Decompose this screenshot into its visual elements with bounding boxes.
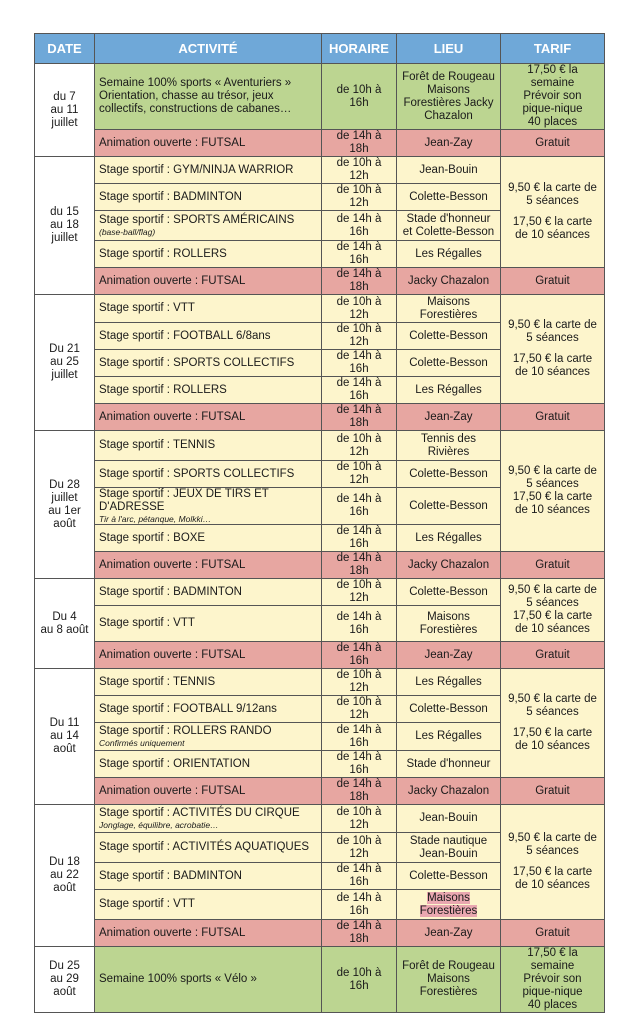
activity-cell: Stage sportif : GYM/NINJA WARRIOR	[95, 157, 322, 184]
week-date: Du 28 juillet au 1er août	[35, 431, 95, 579]
week-date: du 7 au 11 juillet	[35, 64, 95, 157]
horaire-cell: de 10h à 12h	[322, 669, 397, 696]
horaire-cell: de 10h à 16h	[322, 64, 397, 130]
lieu-cell: Colette-Besson	[397, 696, 501, 723]
lieu-cell: Jean-Zay	[397, 642, 501, 669]
activity-cell: Stage sportif : SPORTS COLLECTIFS	[95, 461, 322, 488]
activity-cell: Stage sportif : BADMINTON	[95, 579, 322, 606]
header-tarif: TARIF	[501, 34, 605, 64]
lieu-cell: Colette-Besson	[397, 350, 501, 377]
tarif-gratuit: Gratuit	[501, 920, 605, 947]
activity-cell: Stage sportif : ACTIVITÉS AQUATIQUES	[95, 833, 322, 863]
tarif-semaine: 17,50 € la semaine Prévoir son pique-nique 40 places	[501, 64, 605, 130]
activity-cell: Semaine 100% sports « Vélo »	[95, 947, 322, 1013]
activity-cell: Stage sportif : ROLLERS	[95, 241, 322, 268]
lieu-cell: Jean-Bouin	[397, 157, 501, 184]
horaire-cell: de 10h à 12h	[322, 157, 397, 184]
lieu-highlight: Maisons Forestières	[419, 891, 478, 917]
lieu-cell: Les Régalles	[397, 723, 501, 751]
activity-cell: Animation ouverte : FUTSAL	[95, 642, 322, 669]
table-row	[35, 64, 605, 130]
horaire-cell: de 14h à 16h	[322, 488, 397, 525]
header-lieu: LIEU	[397, 34, 501, 64]
lieu-cell: Les Régalles	[397, 669, 501, 696]
lieu-cell: Forêt de Rougeau Maisons Forestières Jacky Chazalon	[397, 64, 501, 130]
horaire-cell: de 14h à 18h	[322, 268, 397, 295]
header-row	[35, 34, 605, 64]
activity-cell: Stage sportif : FOOTBALL 9/12ans	[95, 696, 322, 723]
horaire-cell: de 14h à 16h	[322, 863, 397, 890]
activity-cell: Semaine 100% sports « Aventuriers » Orientation, chasse au trésor, jeux collectifs, constructions de cabanes…	[95, 64, 322, 130]
header-horaire: HORAIRE	[322, 34, 397, 64]
table-row	[35, 404, 605, 431]
lieu-cell: Stade nautique Jean-Bouin	[397, 833, 501, 863]
lieu-cell: Jean-Zay	[397, 130, 501, 157]
horaire-cell: de 10h à 12h	[322, 461, 397, 488]
horaire-cell: de 14h à 18h	[322, 552, 397, 579]
table-row	[35, 157, 605, 184]
schedule-table	[34, 33, 605, 1013]
table-row	[35, 947, 605, 1013]
activity-cell: Stage sportif : ROLLERS RANDO Confirmés uniquement	[95, 723, 322, 751]
lieu-cell: Colette-Besson	[397, 863, 501, 890]
tarif-semaine: 17,50 € la semaine Prévoir son pique-nique 40 places	[501, 947, 605, 1013]
lieu-cell: Colette-Besson	[397, 323, 501, 350]
activity-cell: Stage sportif : BADMINTON	[95, 184, 322, 211]
week-date: Du 25 au 29 août	[35, 947, 95, 1013]
table-row	[35, 579, 605, 606]
activity-cell: Animation ouverte : FUTSAL	[95, 778, 322, 805]
week-date: Du 21 au 25 juillet	[35, 295, 95, 431]
lieu-cell: Stade d'honneur et Colette-Besson	[397, 211, 501, 241]
table-row	[35, 295, 605, 323]
horaire-cell: de 14h à 16h	[322, 350, 397, 377]
activity-cell: Animation ouverte : FUTSAL	[95, 130, 322, 157]
horaire-cell: de 10h à 12h	[322, 184, 397, 211]
tarif-gratuit: Gratuit	[501, 404, 605, 431]
horaire-cell: de 10h à 12h	[322, 696, 397, 723]
horaire-cell: de 14h à 18h	[322, 778, 397, 805]
lieu-cell: Jacky Chazalon	[397, 268, 501, 295]
horaire-cell: de 14h à 16h	[322, 723, 397, 751]
lieu-cell: Jean-Bouin	[397, 805, 501, 833]
tarif-gratuit: Gratuit	[501, 130, 605, 157]
week-date: du 15 au 18 juillet	[35, 157, 95, 295]
activity-cell: Stage sportif : FOOTBALL 6/8ans	[95, 323, 322, 350]
horaire-cell: de 10h à 12h	[322, 805, 397, 833]
horaire-cell: de 14h à 16h	[322, 525, 397, 552]
horaire-cell: de 14h à 16h	[322, 751, 397, 778]
tarif-cartes: 9,50 € la carte de 5 séances 17,50 € la carte de 10 séances	[501, 579, 605, 642]
lieu-cell: Les Régalles	[397, 525, 501, 552]
horaire-cell: de 14h à 16h	[322, 890, 397, 920]
activity-cell: Stage sportif : ORIENTATION	[95, 751, 322, 778]
tarif-cartes: 9,50 € la carte de 5 séances 17,50 € la carte de 10 séances	[501, 805, 605, 920]
table-row	[35, 669, 605, 696]
horaire-cell: de 10h à 12h	[322, 579, 397, 606]
table-row	[35, 431, 605, 461]
horaire-cell: de 14h à 16h	[322, 377, 397, 404]
table-row	[35, 778, 605, 805]
lieu-cell: Forêt de Rougeau Maisons Forestières	[397, 947, 501, 1013]
activity-cell: Stage sportif : ACTIVITÉS DU CIRQUE Jonglage, équilibre, acrobatie…	[95, 805, 322, 833]
activity-cell: Stage sportif : VTT	[95, 606, 322, 642]
activity-cell: Animation ouverte : FUTSAL	[95, 920, 322, 947]
table-row	[35, 130, 605, 157]
horaire-cell: de 14h à 18h	[322, 920, 397, 947]
horaire-cell: de 14h à 18h	[322, 404, 397, 431]
activity-cell: Stage sportif : TENNIS	[95, 669, 322, 696]
tarif-gratuit: Gratuit	[501, 642, 605, 669]
activity-cell: Stage sportif : TENNIS	[95, 431, 322, 461]
tarif-cartes: 9,50 € la carte de 5 séances 17,50 € la carte de 10 séances	[501, 431, 605, 552]
week-date: Du 18 au 22 août	[35, 805, 95, 947]
horaire-cell: de 10h à 12h	[322, 323, 397, 350]
week-date: Du 4 au 8 août	[35, 579, 95, 669]
tarif-gratuit: Gratuit	[501, 778, 605, 805]
activity-cell: Stage sportif : BADMINTON	[95, 863, 322, 890]
horaire-cell: de 14h à 16h	[322, 606, 397, 642]
horaire-cell: de 14h à 18h	[322, 130, 397, 157]
horaire-cell: de 14h à 16h	[322, 211, 397, 241]
horaire-cell: de 14h à 16h	[322, 241, 397, 268]
tarif-gratuit: Gratuit	[501, 268, 605, 295]
lieu-cell: Colette-Besson	[397, 184, 501, 211]
activity-cell: Animation ouverte : FUTSAL	[95, 268, 322, 295]
lieu-cell: Maisons Forestières	[397, 606, 501, 642]
horaire-cell: de 14h à 16h	[322, 642, 397, 669]
activity-cell: Stage sportif : SPORTS COLLECTIFS	[95, 350, 322, 377]
activity-cell: Stage sportif : VTT	[95, 890, 322, 920]
lieu-cell: Jean-Zay	[397, 404, 501, 431]
lieu-cell: Les Régalles	[397, 241, 501, 268]
header-activite: ACTIVITÉ	[95, 34, 322, 64]
week-date: Du 11 au 14 août	[35, 669, 95, 805]
lieu-cell: Jean-Zay	[397, 920, 501, 947]
lieu-cell: Colette-Besson	[397, 579, 501, 606]
tarif-cartes: 9,50 € la carte de 5 séances 17,50 € la carte de 10 séances	[501, 669, 605, 778]
lieu-cell: Les Régalles	[397, 377, 501, 404]
table-row	[35, 805, 605, 833]
lieu-cell: Jacky Chazalon	[397, 552, 501, 579]
activity-cell: Stage sportif : BOXE	[95, 525, 322, 552]
lieu-cell: Colette-Besson	[397, 461, 501, 488]
table-row	[35, 268, 605, 295]
horaire-cell: de 10h à 12h	[322, 295, 397, 323]
activity-cell: Animation ouverte : FUTSAL	[95, 552, 322, 579]
tarif-cartes: 9,50 € la carte de 5 séances 17,50 € la carte de 10 séances	[501, 295, 605, 404]
lieu-cell: Jacky Chazalon	[397, 778, 501, 805]
activity-cell: Stage sportif : SPORTS AMÉRICAINS (base-ball/flag)	[95, 211, 322, 241]
activity-cell: Animation ouverte : FUTSAL	[95, 404, 322, 431]
activity-cell: Stage sportif : JEUX DE TIRS ET D'ADRESSE Tir à l'arc, pétanque, Molkki…	[95, 488, 322, 525]
tarif-gratuit: Gratuit	[501, 552, 605, 579]
table-row	[35, 642, 605, 669]
activity-cell: Stage sportif : VTT	[95, 295, 322, 323]
lieu-cell: Tennis des Rivières	[397, 431, 501, 461]
horaire-cell: de 10h à 16h	[322, 947, 397, 1013]
horaire-cell: de 10h à 12h	[322, 833, 397, 863]
table-row	[35, 552, 605, 579]
lieu-cell: Stade d'honneur	[397, 751, 501, 778]
activity-cell: Stage sportif : ROLLERS	[95, 377, 322, 404]
horaire-cell: de 10h à 12h	[322, 431, 397, 461]
lieu-cell: Maisons Forestières	[397, 295, 501, 323]
tarif-cartes: 9,50 € la carte de 5 séances 17,50 € la carte de 10 séances	[501, 157, 605, 268]
table-row	[35, 920, 605, 947]
header-date: DATE	[35, 34, 95, 64]
lieu-cell: Colette-Besson	[397, 488, 501, 525]
lieu-cell	[397, 890, 501, 920]
